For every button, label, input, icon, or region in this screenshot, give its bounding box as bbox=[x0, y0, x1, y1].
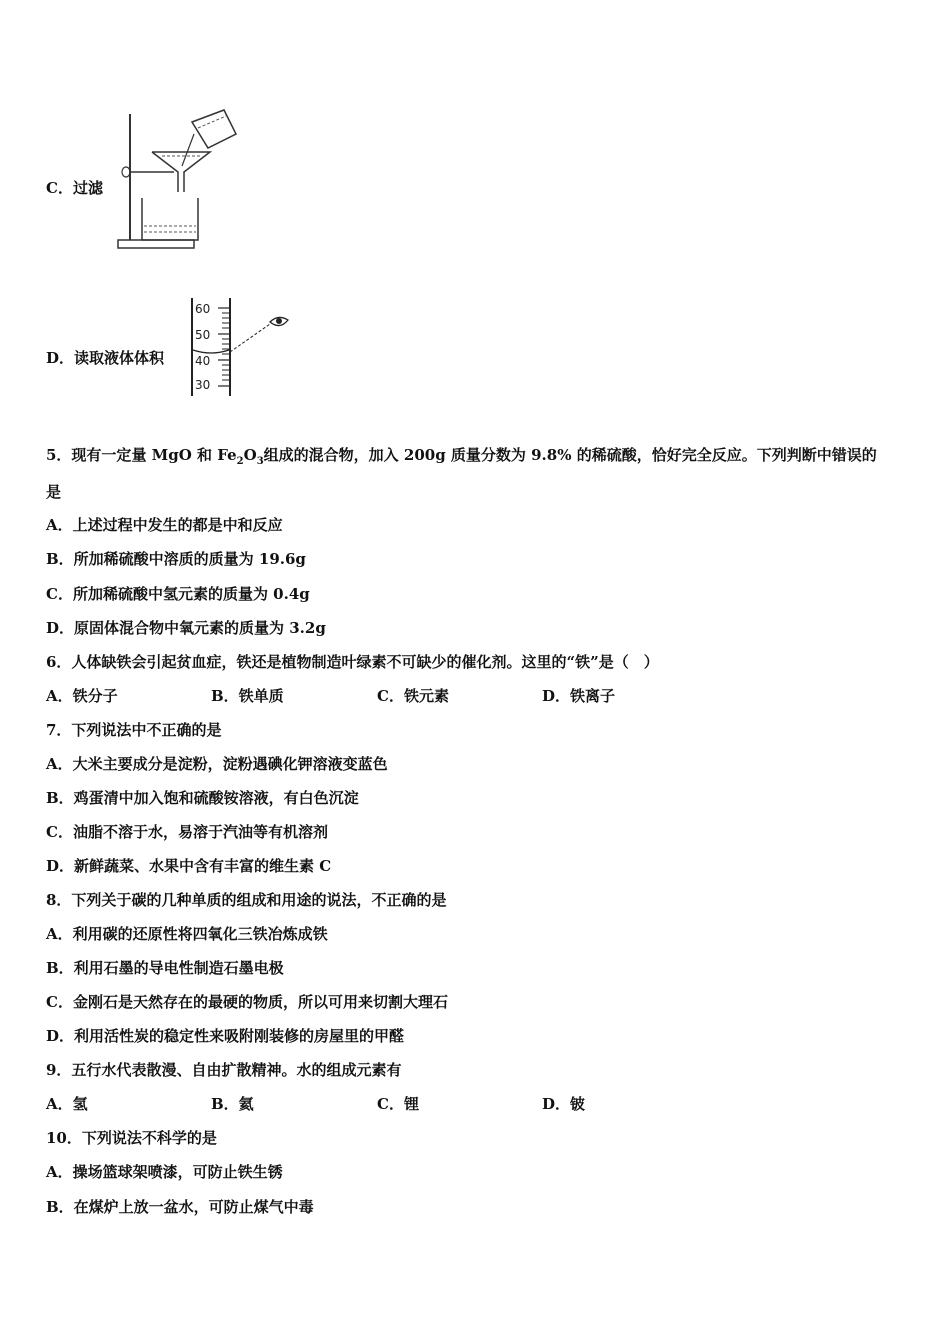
q6-option-c: C．铁元素 bbox=[377, 687, 449, 705]
q5-option-d: D．原固体混合物中氧元素的质量为 3.2g bbox=[46, 619, 326, 637]
q7-option-b: B．鸡蛋清中加入饱和硫酸铵溶液，有白色沉淀 bbox=[46, 789, 359, 807]
tick-label-60: 60 bbox=[195, 302, 211, 316]
q5-option-a: A．上述过程中发生的都是中和反应 bbox=[46, 516, 283, 534]
tick-label-40: 40 bbox=[195, 354, 211, 368]
q9-option-c: C．锂 bbox=[377, 1095, 419, 1113]
q9-stem: 9．五行水代表散漫、自由扩散精神。水的组成元素有 bbox=[46, 1061, 402, 1079]
q5-option-c: C．所加稀硫酸中氢元素的质量为 0.4g bbox=[46, 585, 310, 603]
q7-option-a: A．大米主要成分是淀粉，淀粉遇碘化钾溶液变蓝色 bbox=[46, 755, 388, 773]
q7-stem: 7．下列说法中不正确的是 bbox=[46, 721, 222, 739]
q7-option-d: D．新鲜蔬菜、水果中含有丰富的维生素 C bbox=[46, 857, 332, 875]
option-d-read-volume-label: D．读取液体体积 bbox=[46, 349, 165, 367]
q8-option-d: D．利用活性炭的稳定性来吸附刚装修的房屋里的甲醛 bbox=[46, 1027, 405, 1045]
graduated-cylinder-illustration bbox=[188, 296, 292, 400]
q8-option-a: A．利用碳的还原性将四氧化三铁冶炼成铁 bbox=[46, 925, 328, 943]
q6-stem: 6．人体缺铁会引起贫血症，铁还是植物制造叶绿素不可缺少的催化剂。这里的“铁”是（ ） bbox=[46, 653, 659, 671]
q5-option-b: B．所加稀硫酸中溶质的质量为 19.6g bbox=[46, 550, 306, 568]
q6-option-a: A．铁分子 bbox=[46, 687, 118, 705]
q8-option-c: C．金刚石是天然存在的最硬的物质，所以可用来切割大理石 bbox=[46, 993, 448, 1011]
q6-option-d: D．铁离子 bbox=[542, 687, 616, 705]
q10-stem: 10．下列说法不科学的是 bbox=[46, 1129, 217, 1147]
filtration-apparatus-illustration bbox=[112, 104, 244, 254]
q5-stem-continuation: 是 bbox=[46, 483, 62, 501]
q7-option-c: C．油脂不溶于水，易溶于汽油等有机溶剂 bbox=[46, 823, 328, 841]
q9-option-d: D．铍 bbox=[542, 1095, 586, 1113]
q10-option-a: A．操场篮球架喷漆，可防止铁生锈 bbox=[46, 1163, 283, 1181]
q9-option-b: B．氦 bbox=[211, 1095, 254, 1113]
tick-label-50: 50 bbox=[195, 328, 211, 342]
q10-option-b: B．在煤炉上放一盆水，可防止煤气中毒 bbox=[46, 1198, 314, 1216]
tick-label-30: 30 bbox=[195, 378, 211, 392]
q8-option-b: B．利用石墨的导电性制造石墨电极 bbox=[46, 959, 284, 977]
option-c-filter-label: C．过滤 bbox=[46, 179, 103, 197]
q9-option-a: A．氢 bbox=[46, 1095, 88, 1113]
q5-stem: 5．现有一定量 MgO 和 $Fe_2O_3$组成的混合物，加入 200g 质量分数为 9.8% 的稀硫酸，恰好完全反应。下列判断中错误的 bbox=[46, 446, 877, 467]
q6-option-b: B．铁单质 bbox=[211, 687, 284, 705]
q8-stem: 8．下列关于碳的几种单质的组成和用途的说法，不正确的是 bbox=[46, 891, 447, 909]
